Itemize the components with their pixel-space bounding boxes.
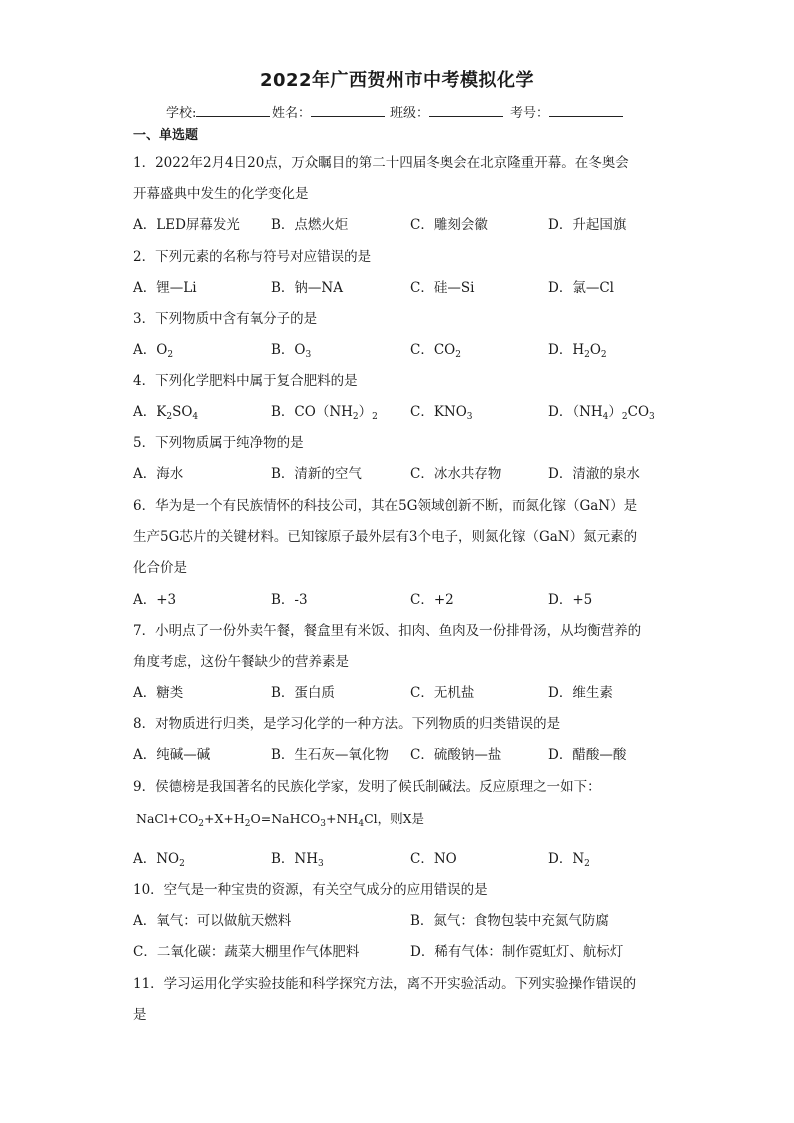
q9-equation: $NaCl+CO_2+X+H_2O=NaHCO_3+NH_4Cl$，则X是 (136, 811, 425, 829)
q4-stem: 4．下列化学肥料中属于复合肥料的是 (133, 373, 358, 389)
q5-option-c[interactable]: C．冰水共存物 (410, 466, 502, 482)
q10-stem: 10．空气是一种宝贵的资源，有关空气成分的应用错误的是 (133, 882, 488, 898)
q6-stem-line2: 生产5G芯片的关键材料。已知镓原子最外层有3个电子，则氮化镓（GaN）氮元素的 (133, 529, 638, 545)
q4-option-c[interactable]: C．$KNO_3$ (410, 404, 473, 422)
q7-stem-line1: 7．小明点了一份外卖午餐，餐盒里有米饭、扣肉、鱼肉及一份排骨汤，从均衡营养的 (133, 623, 642, 639)
q4-option-b[interactable]: B．$CO(NH_2)_2$ (271, 404, 378, 422)
exam-no-label: 考号： (510, 106, 550, 121)
name-field[interactable] (272, 102, 311, 121)
name-label: 姓名： (272, 106, 312, 121)
q5-option-d[interactable]: D．清澈的泉水 (548, 466, 640, 482)
q4-option-a[interactable]: A．$K_2SO_4$ (133, 404, 199, 422)
q6-option-b[interactable]: B．-3 (271, 592, 308, 608)
class-label: 班级： (390, 106, 430, 121)
q1-stem-line2: 开幕盛典中发生的化学变化是 (133, 186, 309, 202)
q7-option-b[interactable]: B．蛋白质 (271, 685, 335, 701)
q1-stem-line1: 1．2022年2月4日20点，万众瞩目的第二十四届冬奥会在北京隆重开幕。在冬奥会 (133, 155, 629, 171)
q10-option-b[interactable]: B．氮气：食物包装中充氮气防腐 (410, 913, 609, 929)
exam-no-field[interactable] (510, 102, 549, 121)
q8-option-d[interactable]: D．醋酸—酸 (548, 747, 627, 763)
q4-option-d[interactable]: D．$(NH_4)_2CO_3$ (548, 404, 655, 422)
class-field[interactable] (390, 102, 429, 121)
q8-option-c[interactable]: C．硫酸钠—盐 (410, 747, 502, 763)
q2-option-d[interactable]: D．氯—Cl (548, 280, 614, 296)
q7-option-d[interactable]: D．维生素 (548, 685, 613, 701)
q9-option-c[interactable]: C．NO (410, 851, 457, 867)
q7-option-a[interactable]: A．糖类 (133, 685, 184, 701)
section-heading: 一、单选题 (133, 128, 199, 143)
q8-option-a[interactable]: A．纯碱—碱 (133, 747, 211, 763)
q11-stem-line2: 是 (133, 1007, 147, 1023)
q3-option-c[interactable]: C．$CO_2$ (410, 342, 461, 360)
q1-option-d[interactable]: D．升起国旗 (548, 217, 627, 233)
q1-option-b[interactable]: B．点燃火炬 (271, 217, 349, 233)
q6-stem-line3: 化合价是 (133, 560, 187, 576)
q9-option-a[interactable]: A．$NO_2$ (133, 851, 185, 869)
q9-option-d[interactable]: D．$N_2$ (548, 851, 590, 869)
q9-option-b[interactable]: B．$NH_3$ (271, 851, 324, 869)
school-label: 学校: (166, 106, 197, 121)
q5-stem: 5．下列物质属于纯净物的是 (133, 435, 304, 451)
q11-stem-line1: 11．学习运用化学实验技能和科学探究方法，离不开实验活动。下列实验操作错误的 (133, 976, 637, 992)
q8-option-b[interactable]: B．生石灰—氧化物 (271, 747, 389, 763)
q2-option-c[interactable]: C．硅—Si (410, 280, 475, 296)
q3-option-a[interactable]: A．$O_2$ (133, 342, 174, 360)
q1-option-c[interactable]: C．雕刻会徽 (410, 217, 488, 233)
q7-option-c[interactable]: C．无机盐 (410, 685, 475, 701)
q2-stem: 2．下列元素的名称与符号对应错误的是 (133, 249, 372, 265)
q6-option-d[interactable]: D．+5 (548, 592, 593, 608)
page-title: 2022年广西贺州市中考模拟化学 (259, 70, 535, 91)
q2-option-b[interactable]: B．钠—NA (271, 280, 343, 296)
q1-option-a[interactable]: A．LED屏幕发光 (133, 217, 240, 233)
q7-stem-line2: 角度考虑，这份午餐缺少的营养素是 (133, 654, 349, 670)
q10-option-c[interactable]: C．二氧化碳：蔬菜大棚里作气体肥料 (133, 944, 360, 960)
q6-option-c[interactable]: C．+2 (410, 592, 454, 608)
q6-stem-line1: 6．华为是一个有民族情怀的科技公司，其在5G领域创新不断，而氮化镓（GaN）是 (133, 498, 638, 514)
q10-option-a[interactable]: A．氧气：可以做航天燃料 (133, 913, 292, 929)
q9-stem: 9．侯德榜是我国著名的民族化学家，发明了候氏制碱法。反应原理之一如下： (133, 779, 601, 795)
q3-option-b[interactable]: B．$O_3$ (271, 342, 312, 360)
q5-option-b[interactable]: B．清新的空气 (271, 466, 362, 482)
school-field[interactable] (166, 102, 196, 121)
q5-option-a[interactable]: A．海水 (133, 466, 184, 482)
q3-stem: 3．下列物质中含有氧分子的是 (133, 311, 318, 327)
q2-option-a[interactable]: A．锂—Li (133, 280, 197, 296)
q6-option-a[interactable]: A．+3 (133, 592, 177, 608)
q10-option-d[interactable]: D．稀有气体：制作霓虹灯、航标灯 (410, 944, 624, 960)
q3-option-d[interactable]: D．$H_2O_2$ (548, 342, 607, 360)
q8-stem: 8．对物质进行归类，是学习化学的一种方法。下列物质的归类错误的是 (133, 716, 561, 732)
